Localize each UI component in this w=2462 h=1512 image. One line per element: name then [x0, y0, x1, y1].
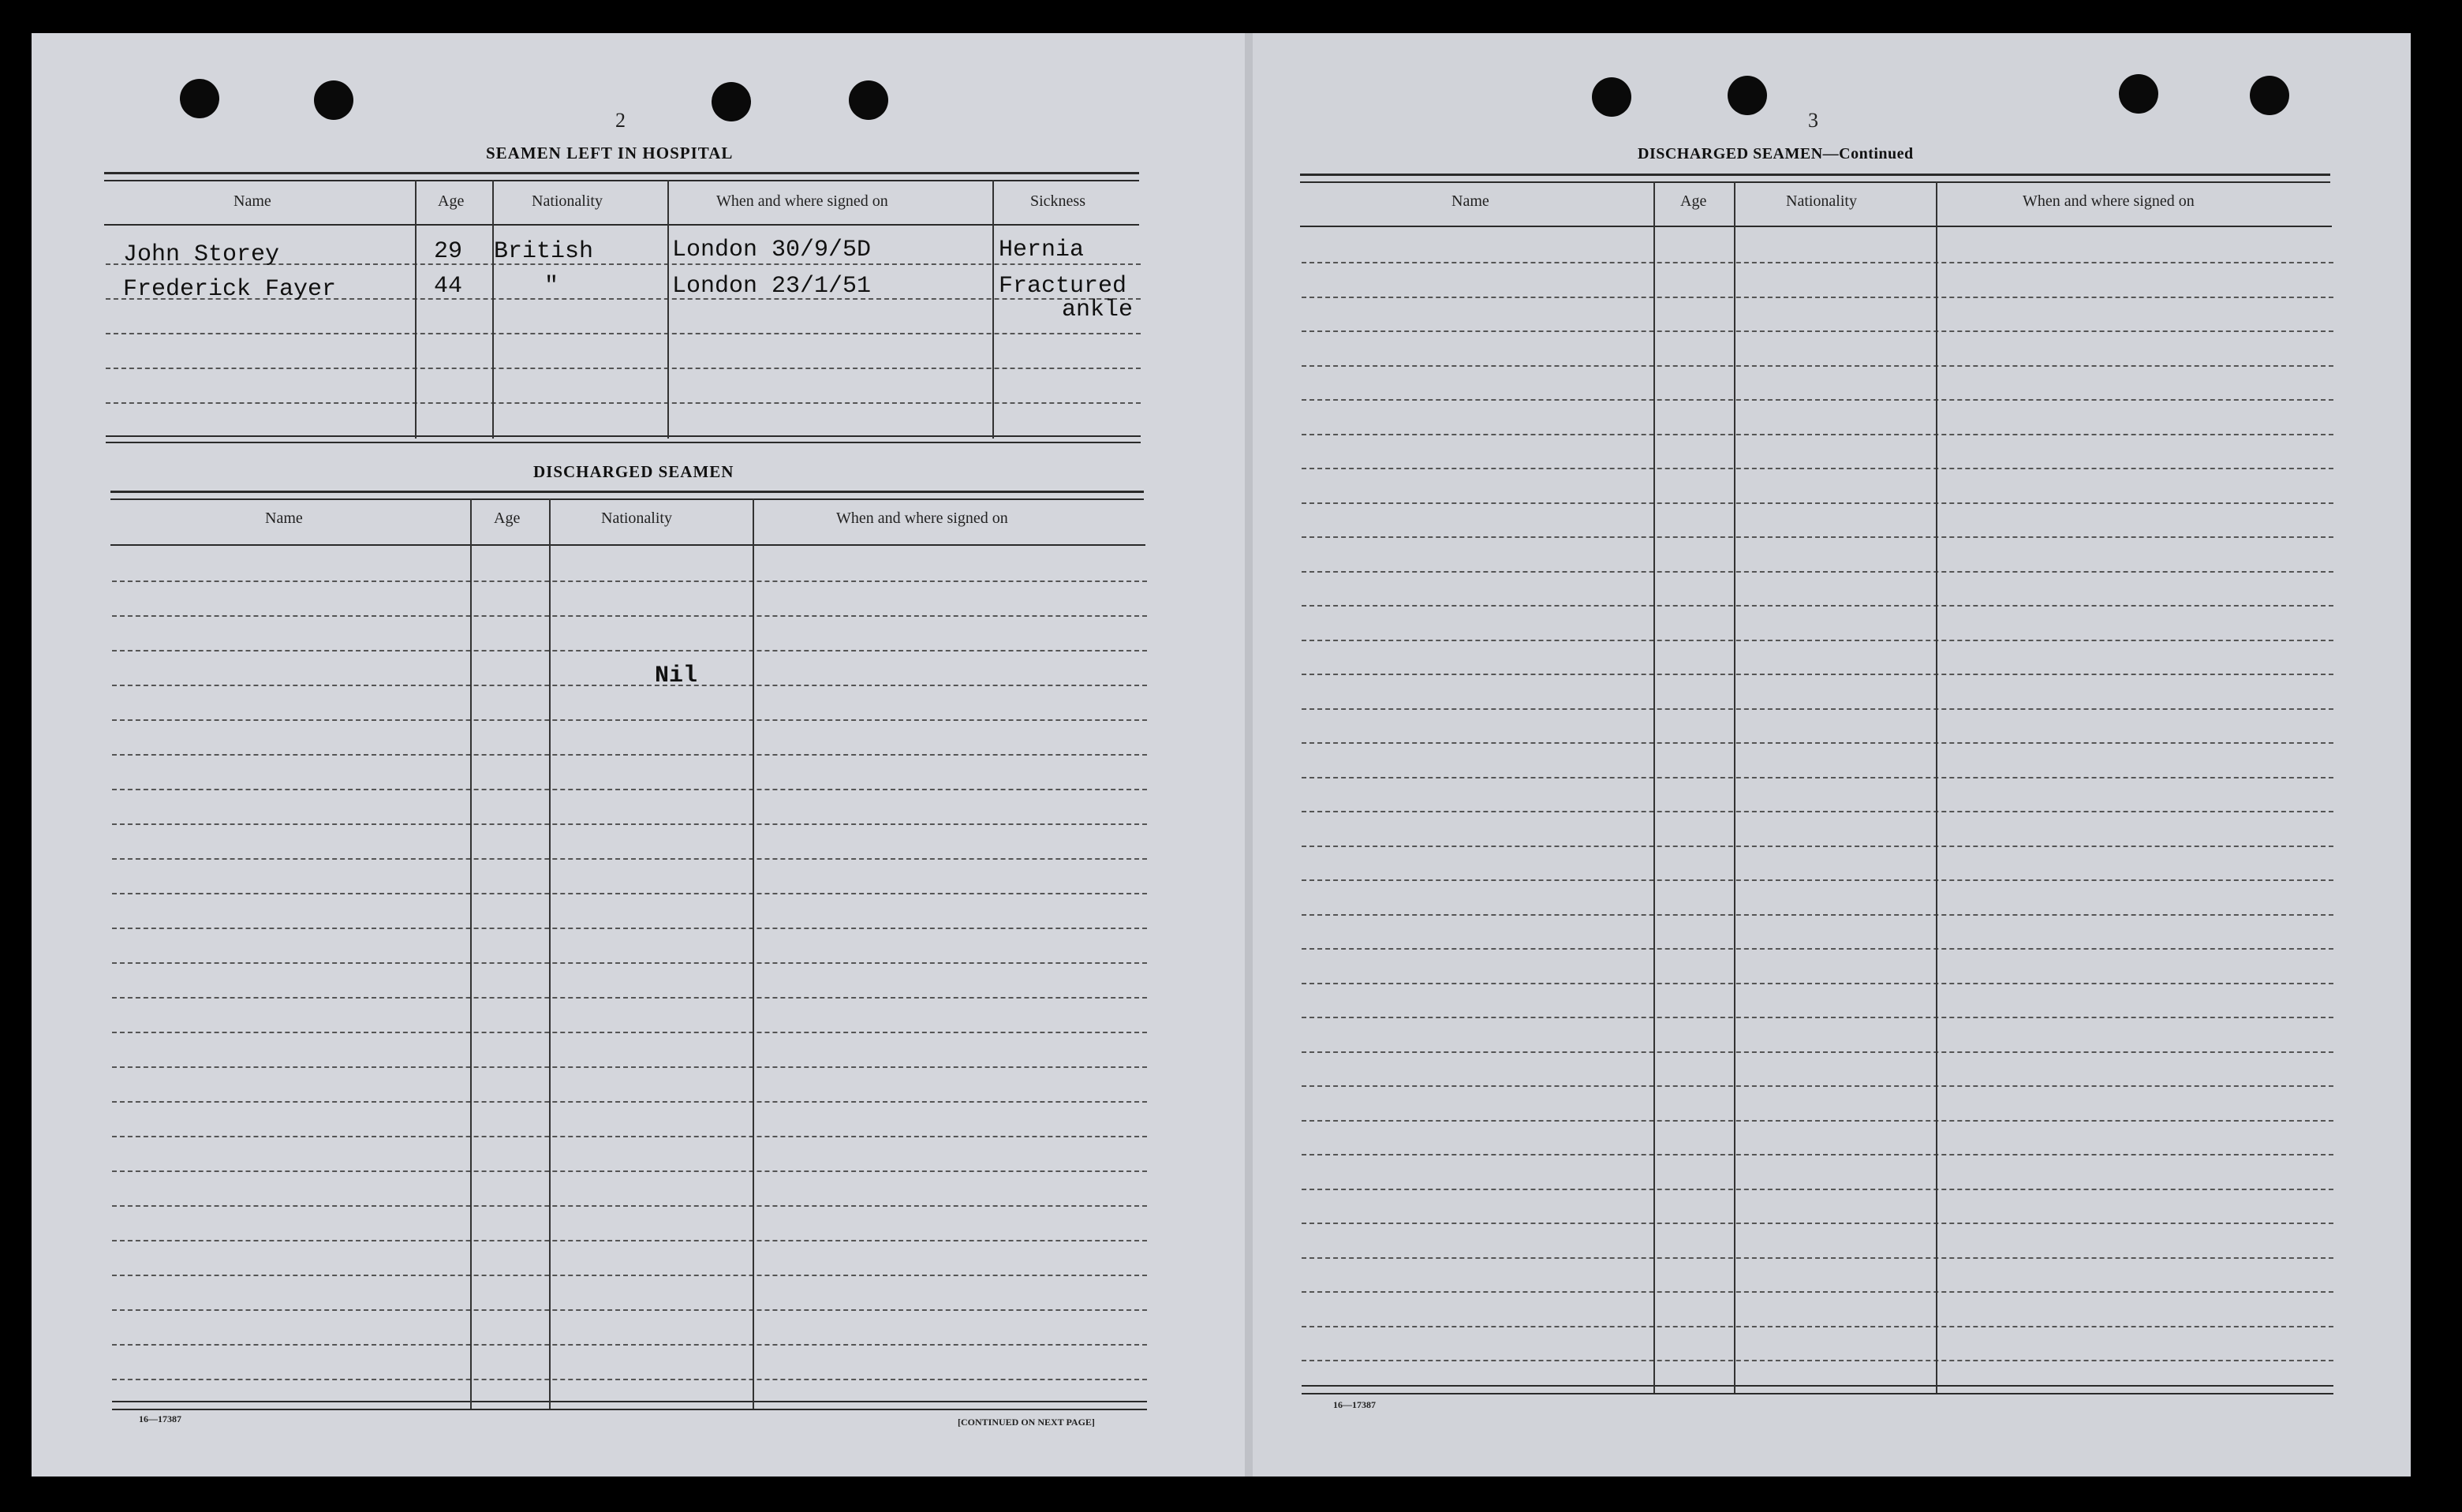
ruled-line [1302, 1291, 2333, 1293]
punch-hole [1592, 77, 1631, 117]
ruled-line [1302, 948, 2333, 950]
header-rule [104, 224, 1139, 226]
ruled-line [106, 402, 1141, 404]
ruled-line [1302, 777, 2333, 778]
column-header-age: Age [494, 510, 521, 527]
table-rule [1300, 181, 2330, 183]
table-rule [110, 491, 1144, 493]
ruled-line [112, 1379, 1147, 1380]
punch-hole [2250, 76, 2289, 115]
ruled-line [112, 754, 1147, 756]
ruled-line [1302, 1360, 2333, 1361]
column-divider [753, 498, 754, 1409]
table-rule [112, 1409, 1147, 1410]
ruled-line [112, 719, 1147, 721]
column-divider [992, 180, 994, 439]
table-rule [104, 180, 1139, 181]
ruled-line [1302, 1189, 2333, 1190]
right-page [1248, 33, 2411, 1477]
column-header-signed-on: When and where signed on [2023, 192, 2195, 210]
ruled-line [1302, 365, 2333, 367]
column-header-nationality: Nationality [532, 192, 603, 210]
ruled-line [1302, 536, 2333, 538]
ruled-line [112, 1066, 1147, 1068]
column-divider [667, 180, 669, 439]
form-number: 16—17387 [1333, 1399, 1376, 1410]
column-divider [1936, 181, 1937, 1393]
ruled-line [112, 1275, 1147, 1276]
table-rule [110, 498, 1144, 500]
seaman-sickness: Hernia [999, 237, 1085, 263]
ruled-line [1302, 1326, 2333, 1327]
ruled-line [1302, 330, 2333, 332]
ruled-line [1302, 1257, 2333, 1259]
discharged-section-title: DISCHARGED SEAMEN [533, 462, 734, 481]
ruled-line [112, 997, 1147, 999]
punch-hole [712, 82, 751, 121]
page-number: 2 [615, 109, 626, 132]
ruled-line [112, 789, 1147, 790]
seaman-nationality: " [544, 273, 559, 300]
seaman-sickness-continued: ankle [1062, 297, 1134, 323]
ruled-line [1302, 1085, 2333, 1087]
form-number: 16—17387 [139, 1413, 181, 1424]
ruled-line [112, 858, 1147, 860]
header-rule [110, 544, 1145, 546]
ruled-line [1302, 742, 2333, 744]
column-header-signed-on: When and where signed on [716, 192, 888, 210]
seaman-name: Frederick Fayer [123, 276, 337, 303]
ruled-line [112, 1136, 1147, 1137]
continued-note: [CONTINUED ON NEXT PAGE] [958, 1417, 1095, 1428]
column-header-age: Age [438, 192, 465, 210]
ruled-line [1302, 914, 2333, 916]
discharged-continued-title: DISCHARGED SEAMEN—Continued [1638, 145, 1914, 162]
ruled-line [112, 823, 1147, 825]
seaman-age: 44 [434, 273, 463, 300]
column-divider [549, 498, 551, 1409]
ruled-line [1302, 640, 2333, 641]
ruled-line [112, 1205, 1147, 1207]
ruled-line [112, 1309, 1147, 1311]
header-rule [1300, 226, 2332, 227]
ruled-line [1302, 1017, 2333, 1018]
ruled-line [1302, 846, 2333, 847]
ruled-line [112, 1101, 1147, 1103]
table-rule [1300, 174, 2330, 176]
column-header-name: Name [1451, 192, 1489, 210]
ruled-line [112, 1240, 1147, 1241]
ruled-line [112, 1344, 1147, 1346]
ruled-line [112, 685, 1147, 686]
ruled-line [1302, 811, 2333, 812]
ruled-line [1302, 399, 2333, 401]
column-header-name: Name [265, 510, 303, 527]
table-rule [104, 172, 1139, 174]
table-rule [1302, 1385, 2333, 1387]
ruled-line [112, 650, 1147, 651]
ruled-line [106, 333, 1141, 334]
column-header-nationality: Nationality [1786, 192, 1857, 210]
ruled-line [1302, 1154, 2333, 1155]
punch-hole [314, 80, 353, 120]
ruled-line [1302, 502, 2333, 504]
column-divider [415, 180, 417, 439]
ruled-line [1302, 262, 2333, 263]
seaman-age: 29 [434, 238, 463, 265]
seaman-name: John Storey [123, 241, 280, 268]
ruled-line [1302, 674, 2333, 675]
ruled-line [112, 928, 1147, 929]
column-header-signed-on: When and where signed on [836, 510, 1008, 527]
page-spine [1245, 33, 1253, 1477]
column-header-age: Age [1680, 192, 1707, 210]
punch-hole [849, 80, 888, 120]
ruled-line [1302, 1120, 2333, 1122]
column-divider [1653, 181, 1655, 1393]
seaman-signed-on: London 30/9/5D [672, 237, 872, 263]
column-header-sickness: Sickness [1030, 192, 1085, 210]
ruled-line [1302, 708, 2333, 710]
ruled-line [112, 1032, 1147, 1033]
table-rule [106, 435, 1141, 437]
page-number: 3 [1808, 109, 1818, 132]
ruled-line [1302, 297, 2333, 298]
column-header-nationality: Nationality [601, 510, 672, 527]
column-divider [492, 180, 494, 439]
ruled-line [1302, 571, 2333, 573]
punch-hole [180, 79, 219, 118]
ruled-line [112, 615, 1147, 617]
ruled-line [1302, 879, 2333, 881]
ruled-line [112, 893, 1147, 894]
column-divider [470, 498, 472, 1409]
ruled-line [112, 1170, 1147, 1172]
ruled-line [106, 368, 1141, 369]
ruled-line [1302, 1051, 2333, 1053]
column-header-name: Name [233, 192, 271, 210]
ruled-line [112, 962, 1147, 964]
ruled-line [112, 581, 1147, 582]
ruled-line [1302, 468, 2333, 469]
seaman-sickness: Fractured [999, 273, 1127, 300]
punch-hole [1728, 76, 1767, 115]
table-rule [112, 1401, 1147, 1402]
seaman-signed-on: London 23/1/51 [672, 273, 872, 300]
ruled-line [1302, 1223, 2333, 1224]
table-rule [1302, 1393, 2333, 1394]
ruled-line [1302, 983, 2333, 984]
ruled-line [1302, 434, 2333, 435]
hospital-section-title: SEAMEN LEFT IN HOSPITAL [486, 144, 734, 162]
column-divider [1734, 181, 1735, 1393]
seaman-nationality: British [494, 238, 594, 265]
punch-hole [2119, 74, 2158, 114]
nil-entry: Nil [655, 663, 698, 689]
table-rule [106, 442, 1141, 443]
ruled-line [1302, 605, 2333, 607]
